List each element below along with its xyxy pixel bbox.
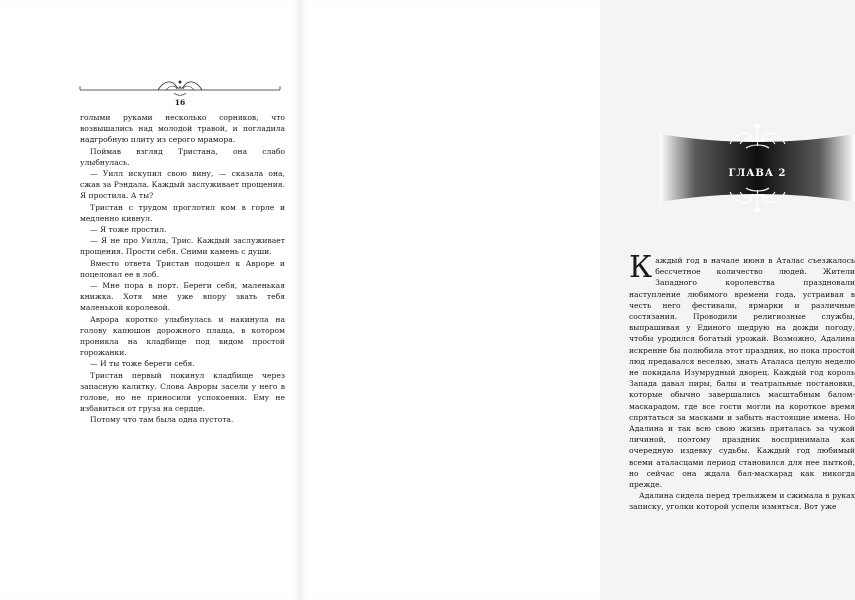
paragraph: — Уилл искупил свою вину, — сказала она, сжав за Рэндала. Каждый заслуживает прощения. Я простила. А ты? (80, 169, 285, 201)
ornament-divider-icon (80, 76, 280, 98)
paragraph: Тристан с трудом проглотил ком в горле и медленно кивнул. (80, 202, 285, 223)
right-page-text (629, 250, 855, 513)
drop-cap: К (629, 250, 653, 285)
paragraph: — Я тоже простил. (90, 225, 167, 235)
paragraph: — И ты тоже береги себя. (90, 359, 195, 369)
right-page (300, 0, 855, 600)
paragraph: голыми руками несколько сорняков, что возвышались над молодой травой, и погладила надгробную плиту из серого мрамора. (80, 113, 285, 145)
paragraph (629, 250, 855, 490)
paragraph: Тристан первый покинул кладбище через запасную калитку. Слова Авроры засели у него в голове, но не приносили успокоения. Ему не избавиться от груза на сердце. (80, 370, 285, 414)
paragraph: Вместо ответа Тристан подошел к Авроре и поцеловал ее в лоб. (80, 258, 285, 279)
left-page (0, 0, 300, 600)
paragraph: Поймав взгляд Тристана, она слабо улыбнулась. (80, 146, 285, 167)
page-number: 16 (174, 98, 186, 107)
paragraph: Адалина сидела перед трельяжем и сжимала в руках записку, уголки которой успели измяться. Вот уже (629, 491, 855, 512)
paragraph-text: аждый год в начале июня в Аталас съезжалось бессчетное количество людей. Жители Западного королевства праздновали наступление любимого времени года, устраивая в честь него фестивали, ярмарки и различные состязания. Проводили религиозные службы, выпрашивая у Единого щедрую на дожди погоду, чтобы уродился богатый урожай. Возможно, Адалина искренне бы полюбила этот праздник, но пока простой люд предавался веселью, знать Аталаса целую неделю не покидала Изумрудный дворец. Каждый год король Запада давал пиры, балы и театральные постановки, которые обычно завершались масштабным балом-маскарадом, где все гости могли на короткое время спрятаться за масками и забыть настоящие имена. Но Адалина и так всю свою жизнь пряталась за чужой личиной, поэтому праздник воспринимала как очередную издевку судьбы. Каждый год любимый всеми аталасцами период становился для нее пыткой, но сейчас она ждала бал-маскарад как никогда прежде. (629, 256, 855, 490)
chapter-title: ГЛАВА 2 (728, 168, 787, 179)
paragraph: — Я не про Уилла, Трис. Каждый заслуживает прощения. Прости себя. Сними камень с души. (80, 236, 285, 257)
paragraph: — Мне пора в порт. Береги себя, маленькая книжка. Хотя мне уже впору звать тебя маленькой королевой. (80, 281, 285, 313)
paragraph: Потому что там была одна пустота. (90, 415, 234, 425)
left-page-text (80, 112, 285, 426)
paragraph: Аврора коротко улыбнулась и накинула на голову капюшон дорожного плаща, в котором проникла на кладбище под видом простой горожанки. (80, 314, 285, 358)
